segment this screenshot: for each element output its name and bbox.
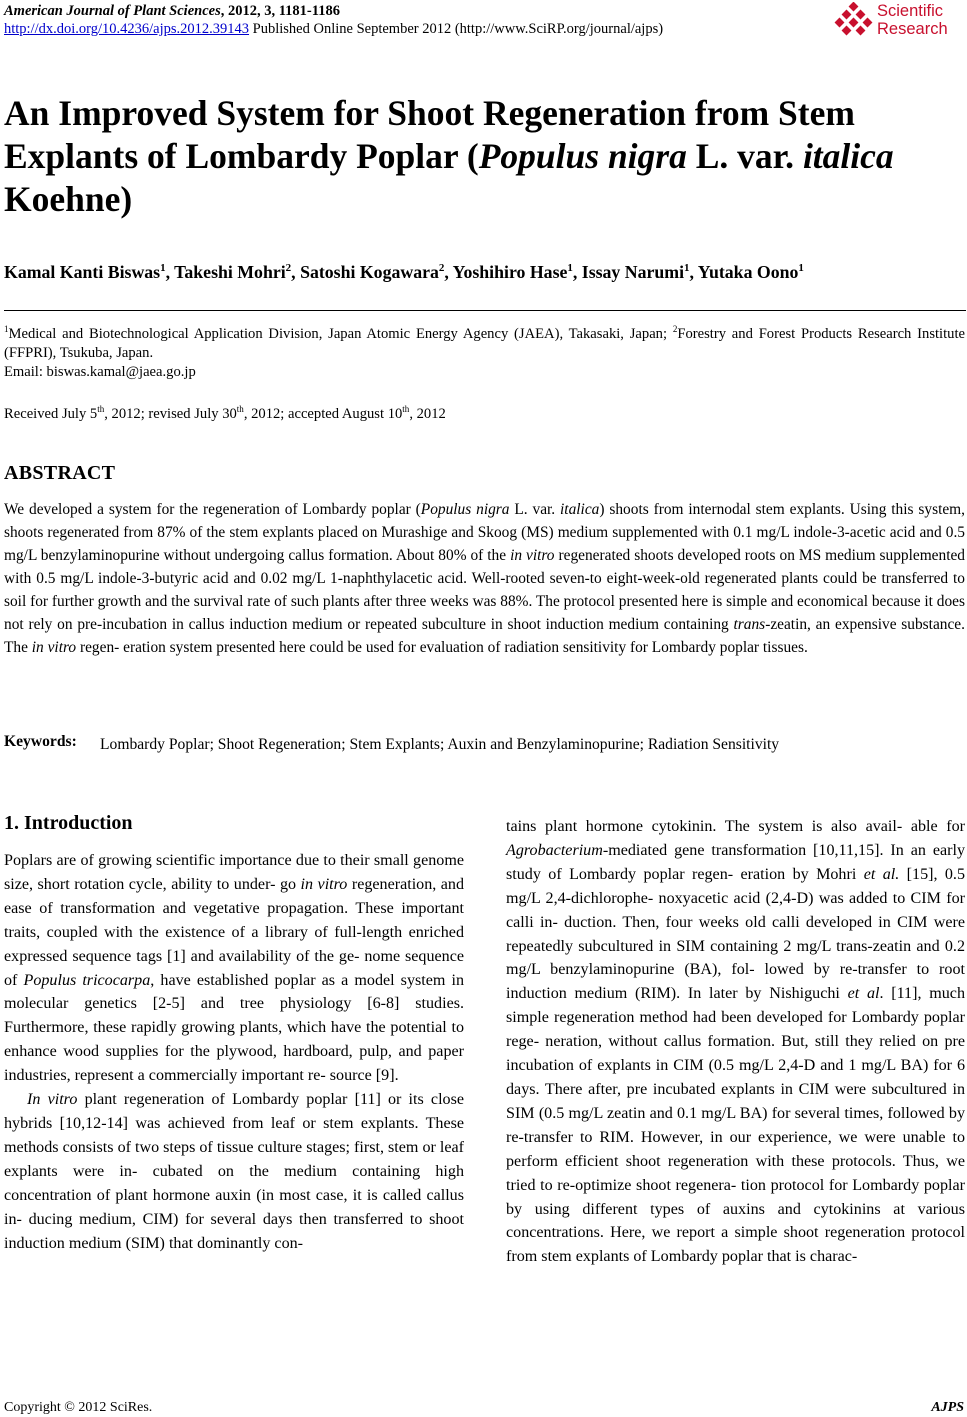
body-text: -mediated gene transformation [10,11,15]. In an early study of Lombardy poplar regen- eration by Mohri	[506, 841, 965, 883]
abstract-text: regen- eration system presented here could be used for evaluation of radiation sensitivity for Lombardy poplar tissues.	[76, 639, 808, 656]
logo-line-2: Research	[877, 20, 948, 38]
author: , Yoshihiro Hase	[444, 261, 568, 282]
affil-mark: 1	[567, 262, 573, 274]
title-variety: italica	[802, 136, 894, 176]
right-column	[506, 815, 965, 1269]
body-text: tains plant hormone cytokinin. The system is also avail- able for	[506, 818, 965, 835]
abstract-body	[4, 498, 965, 659]
affil-mark: 2	[672, 324, 678, 334]
affiliations	[4, 320, 965, 382]
abstract-text: -zeatin, an expensive substance. The	[4, 616, 965, 656]
date-part: , 2012; revised July 30	[104, 405, 237, 422]
doi-line	[4, 21, 663, 38]
abstract-italic: in vitro	[510, 547, 555, 564]
logo-line-1: Scientific	[877, 2, 944, 20]
affil-mark: 2	[285, 262, 292, 274]
body-text: , have established poplar as a model system in molecular genetics [2-5] and tree physiology [6-8] studies. Furthermore, these rapidly growing plants, which have the potential to enhance wood supplies for the plywood, hardboard, pulp, and paper industries, represent a commercially important re- source [9].	[4, 971, 464, 1085]
body-text: regeneration, and ease of transformation and vegetative propagation. These important traits, coupled with the existence of a library of full-length enriched expressed sequence tags [1] and availability of the ge- nome sequence of	[4, 875, 465, 989]
abstract-text: L. var.	[509, 501, 561, 518]
author-list	[4, 256, 964, 285]
ordinal: th	[236, 404, 244, 414]
author: , Takeshi Mohri	[165, 261, 286, 282]
abstract-heading: ABSTRACT	[4, 462, 116, 484]
date-part: Received July 5	[4, 405, 98, 422]
abstract-italic: in vitro	[31, 639, 77, 656]
affiliation-1: Medical and Biotechnological Application Division, Japan Atomic Energy Agency (JAEA), Takasaki, Japan;	[8, 325, 673, 342]
paper-title	[4, 92, 964, 221]
body-italic: Populus tricocarpa	[23, 971, 151, 989]
affil-mark: 2	[438, 262, 445, 274]
author: , Satoshi Kogawara	[291, 261, 439, 282]
title-part: An Improved System for Shoot Regeneration from Stem Explants of Lombardy Poplar (	[4, 93, 855, 176]
affiliation-2: Forestry and Forest Products Research Institute (FFPRI), Tsukuba, Japan.	[4, 325, 965, 361]
abstract-text: ) shoots from internodal stem explants. Using this system, shoots regenerated from 87% of the stem explants placed on Murashige and Skoog (MS) medium supplemented with 0.1 mg/L indole-3-acetic acid and 0.5 mg/L benzylaminopurine without undergoing callus formation. About 80% of the	[4, 501, 965, 564]
body-text: [15], 0.5 mg/L 2,4-dichlorophe- noxyacetic acid (2,4-D) was added to CIM for calli in- duction. Then, four weeks old calli developed in CIM were repeatedly subcultured in SIM containing 2 mg/L trans-zeatin and 0.2 mg/L benzylaminopurine (BA), fol- lowed by re-transfer to root induction medium (RIM). In later by Nishiguchi	[506, 865, 966, 1003]
author: Kamal Kanti Biswas	[4, 261, 161, 282]
paragraph	[4, 1088, 464, 1255]
scientific-research-logo	[833, 2, 965, 42]
body-italic: et al.	[863, 865, 900, 883]
abstract-italic: italica	[560, 501, 600, 518]
paragraph	[506, 815, 965, 1269]
left-column	[4, 849, 464, 1255]
affil-mark: 1	[4, 324, 9, 334]
body-text: plant regeneration of Lombardy poplar [11] or its close hybrids [10,12-14] was achieved from leaf or stem explants. These methods consists of two steps of tissue culture stages; first, stem or leaf explants were in- cubated on the medium containing high concentration of plant hormone auxin (in most case, it is called callus in- ducing medium, CIM) for several days then transferred to shoot induction medium (SIM) that dominantly con-	[4, 1091, 464, 1252]
body-text: . [11], much simple regeneration method had been developed for Lombardy poplar rege- neration, without callus formation. But, still they relied on pre incubation of explants in CIM (0.5 mg/L 2,4-D and 1 mg/L BA) for 6 days. There after, pre incubated explants in CIM were subcultured in SIM (0.5 mg/L zeatin and 0.1 mg/L BA) for several times, followed by re-transfer to RIM. However, in our experience, we were unable to perform efficient shoot regeneration with these protocols. Thus, we tried to re-optimize shoot regenera- tion protocol for Lombardy poplar by using different types of auxins and cytokinins at various concentrations. Here, we report a simple shoot regeneration protocol from stem explants of Lombardy poplar that is charac-	[506, 985, 965, 1266]
title-part: Koehne)	[4, 179, 133, 219]
title-species: Populus nigra	[478, 136, 687, 176]
logo-text	[877, 2, 948, 38]
divider	[4, 310, 966, 311]
ordinal: th	[402, 404, 410, 414]
affil-mark: 1	[160, 262, 166, 274]
corresponding-email[interactable]: Email: biswas.kamal@jaea.go.jp	[4, 363, 196, 380]
abstract-italic: Populus nigra	[420, 501, 510, 518]
abstract-text: regenerated shoots developed roots on MS medium supplemented with 0.5 mg/L indole-3-butyric acid and 0.02 mg/L 1-naphthylacetic acid. Well-rooted seven-to eight-week-old regenerated plants could be transferred to soil for further growth and the survival rate of such plants after three weeks was 88%. The protocol presented here is simple and economical because it does not rely on pre-incubation in callus induction medium or repeated subculture in shoot induction medium containing	[4, 547, 965, 633]
abstract-text: We developed a system for the regeneration of Lombardy poplar (	[4, 501, 421, 518]
body-text: Poplars are of growing scientific importance due to their small genome size, short rotation cycle, ability to under- go	[4, 852, 464, 893]
journal-abbreviation: AJPS	[931, 1400, 964, 1415]
keywords-label: Keywords:	[4, 733, 77, 750]
ordinal: th	[97, 404, 105, 414]
title-part: L. var.	[686, 136, 803, 176]
affil-mark: 1	[684, 262, 690, 274]
date-part: , 2012	[409, 405, 446, 422]
author: , Issay Narumi	[572, 261, 685, 282]
journal-header	[4, 3, 340, 20]
author: , Yutaka Oono	[689, 261, 799, 282]
body-italic: In vitro	[27, 1091, 78, 1109]
keywords-text: Lombardy Poplar; Shoot Regeneration; Stem Explants; Auxin and Benzylaminopurine; Radiation Sensitivity	[100, 736, 780, 753]
body-italic: Agrobacterium	[506, 841, 603, 859]
published-online: Published Online September 2012 (http://www.SciRP.org/journal/ajps)	[249, 21, 664, 37]
body-italic: et al	[847, 985, 880, 1003]
received-dates	[4, 404, 446, 423]
journal-name: American Journal of Plant Sciences	[4, 3, 221, 19]
doi-link[interactable]: http://dx.doi.org/10.4236/ajps.2012.39143	[4, 21, 250, 37]
section-heading-introduction: 1. Introduction	[4, 812, 133, 834]
paragraph	[4, 849, 464, 1088]
date-part: , 2012; accepted August 10	[243, 405, 403, 422]
copyright: Copyright © 2012 SciRes.	[4, 1400, 153, 1415]
logo-mark-icon	[833, 2, 875, 42]
affil-mark: 1	[798, 262, 804, 274]
abstract-italic: trans	[733, 616, 766, 633]
volume-info: , 2012, 3, 1181-1186	[220, 3, 340, 19]
body-italic: in vitro	[300, 875, 348, 893]
